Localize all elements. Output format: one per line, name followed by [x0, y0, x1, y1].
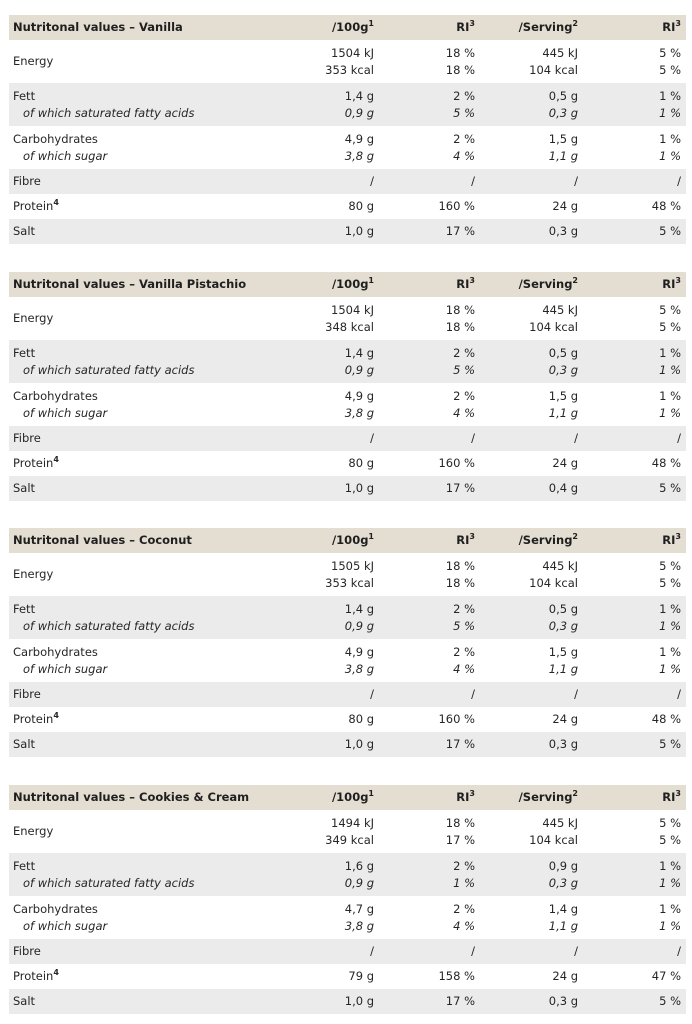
- protein-per100g: 79 g: [348, 969, 374, 983]
- energy-per100g: 1494 kJ 349 kcal: [325, 815, 374, 847]
- salt-ri-per-serving: 5 %: [583, 219, 686, 244]
- carbohydrates-ri-per-serving: 1 % 1 %: [659, 644, 681, 676]
- fat-label: Fett of which saturated fatty acids: [9, 83, 269, 126]
- energy-ri-per100g: 18 % 17 %: [445, 815, 475, 847]
- nutrition-table: [9, 785, 686, 1014]
- fat-per-serving: 0,9 g 0,3 g: [480, 853, 583, 896]
- table-header-row: [9, 785, 686, 810]
- fat-row: [9, 83, 686, 126]
- col-header-per-serving: /Serving$^2$: [480, 785, 583, 810]
- carbohydrates-row: [9, 126, 686, 169]
- carbohydrates-ri-per-serving: 1 % 1 %: [659, 388, 681, 420]
- energy-ri-per-serving: 5 % 5 %: [659, 815, 681, 847]
- saturated-fat-label: of which saturated fatty acids: [23, 618, 195, 633]
- salt-ri-per-serving: 5 %: [583, 476, 686, 501]
- carbohydrates-per100g: 4,9 g 3,8 g: [344, 131, 374, 163]
- protein-ri-per100g: 160 %: [438, 712, 475, 726]
- protein-ri-per100g: 160 %: [438, 199, 475, 213]
- carbohydrates-label: Carbohydrates of which sugar: [9, 639, 269, 682]
- protein-row: [9, 451, 686, 476]
- fat-ri-per100g: 2 % 1 %: [379, 853, 480, 896]
- fibre-row: [9, 426, 686, 451]
- saturated-fat-label: of which saturated fatty acids: [23, 105, 195, 120]
- fibre-ri-per100g: /: [379, 426, 480, 451]
- fat-per-serving: 0,5 g 0,3 g: [480, 340, 583, 383]
- salt-ri-per100g: 17 %: [379, 476, 480, 501]
- fibre-per-serving: /: [480, 169, 583, 194]
- col-header-ri-per100g: $RI^3$: [379, 272, 480, 297]
- nutrition-table: [9, 272, 686, 501]
- fat-label: Fett of which saturated fatty acids: [9, 596, 269, 639]
- col-header-per-serving: /Serving$^2$: [480, 528, 583, 553]
- salt-label: Salt: [9, 219, 269, 244]
- protein-per-serving: 24 g: [552, 199, 578, 213]
- energy-row: [9, 40, 686, 83]
- fibre-label: Fibre: [9, 426, 269, 451]
- fat-label: Fett of which saturated fatty acids: [9, 853, 269, 896]
- col-header-ri-per-serving: $RI^3$: [583, 272, 686, 297]
- protein-ri-per100g: 160 %: [438, 456, 475, 470]
- carbohydrates-row: [9, 383, 686, 426]
- col-header-per100g: $/100g^1$: [269, 272, 379, 297]
- fat-label: Fett of which saturated fatty acids: [9, 340, 269, 383]
- fibre-ri-per-serving: /: [583, 682, 686, 707]
- fibre-row: [9, 939, 686, 964]
- energy-row: [9, 553, 686, 596]
- fibre-ri-per-serving: /: [583, 169, 686, 194]
- fibre-per-serving: /: [480, 426, 583, 451]
- carbohydrates-ri-per100g: 2 % 4 %: [453, 901, 475, 933]
- sugar-label: of which sugar: [23, 148, 108, 163]
- energy-label: Energy: [13, 311, 54, 325]
- salt-per100g: 1,0 g: [269, 732, 379, 757]
- protein-ri-per100g: 158 %: [438, 969, 475, 983]
- fat-ri-per100g: 2 % 5 %: [379, 340, 480, 383]
- fat-per100g: 1,4 g 0,9 g: [269, 340, 379, 383]
- protein-per100g: 80 g: [348, 456, 374, 470]
- fibre-row: [9, 169, 686, 194]
- fibre-label: Fibre: [9, 169, 269, 194]
- salt-ri-per100g: 17 %: [379, 732, 480, 757]
- fibre-label: Fibre: [9, 682, 269, 707]
- energy-per100g: 1505 kJ 353 kcal: [325, 558, 374, 590]
- fibre-ri-per-serving: /: [583, 939, 686, 964]
- sugar-label: of which sugar: [23, 918, 108, 933]
- col-header-per100g: $/100g^1$: [269, 785, 379, 810]
- fibre-ri-per-serving: /: [583, 426, 686, 451]
- carbohydrates-per-serving: 1,5 g 1,1 g: [548, 131, 578, 163]
- protein-per-serving: 24 g: [552, 456, 578, 470]
- salt-row: [9, 732, 686, 757]
- energy-per-serving: 445 kJ 104 kcal: [529, 45, 578, 77]
- fibre-per100g: /: [269, 426, 379, 451]
- fat-ri-per-serving: 1 % 1 %: [583, 83, 686, 126]
- saturated-fat-label: of which saturated fatty acids: [23, 875, 195, 890]
- fibre-ri-per100g: /: [379, 682, 480, 707]
- fibre-per100g: /: [269, 169, 379, 194]
- salt-per-serving: 0,4 g: [480, 476, 583, 501]
- energy-per100g: 1504 kJ 348 kcal: [325, 302, 374, 334]
- salt-label: Salt: [9, 732, 269, 757]
- salt-label: Salt: [9, 476, 269, 501]
- col-header-per100g: $/100g^1$: [269, 15, 379, 40]
- carbohydrates-ri-per100g: 2 % 4 %: [453, 388, 475, 420]
- col-header-ri-per-serving: $RI^3$: [583, 528, 686, 553]
- salt-per100g: 1,0 g: [269, 476, 379, 501]
- energy-row: [9, 810, 686, 853]
- protein-row: [9, 964, 686, 989]
- fibre-row: [9, 682, 686, 707]
- salt-ri-per-serving: 5 %: [583, 732, 686, 757]
- carbohydrates-per100g: 4,7 g 3,8 g: [344, 901, 374, 933]
- protein-label: Protein$^4$: [13, 968, 59, 983]
- salt-ri-per-serving: 5 %: [583, 989, 686, 1014]
- table-title: Nutritonal values – Vanilla: [9, 15, 269, 40]
- protein-ri-per-serving: 48 %: [651, 712, 681, 726]
- energy-per-serving: 445 kJ 104 kcal: [529, 558, 578, 590]
- col-header-ri-per-serving: $RI^3$: [583, 785, 686, 810]
- col-header-per100g: $/100g^1$: [269, 528, 379, 553]
- table-header-row: [9, 272, 686, 297]
- salt-per100g: 1,0 g: [269, 219, 379, 244]
- fat-per-serving: 0,5 g 0,3 g: [480, 83, 583, 126]
- energy-label: Energy: [13, 567, 54, 581]
- fat-per100g: 1,6 g 0,9 g: [269, 853, 379, 896]
- carbohydrates-per-serving: 1,5 g 1,1 g: [548, 644, 578, 676]
- protein-label: Protein$^4$: [13, 455, 59, 470]
- sugar-label: of which sugar: [23, 405, 108, 420]
- protein-label: Protein$^4$: [13, 198, 59, 213]
- fat-per100g: 1,4 g 0,9 g: [269, 83, 379, 126]
- protein-per100g: 80 g: [348, 199, 374, 213]
- fibre-label: Fibre: [9, 939, 269, 964]
- carbohydrates-row: [9, 639, 686, 682]
- salt-row: [9, 219, 686, 244]
- fibre-per100g: /: [269, 682, 379, 707]
- protein-row: [9, 194, 686, 219]
- salt-per-serving: 0,3 g: [480, 219, 583, 244]
- fat-ri-per-serving: 1 % 1 %: [583, 853, 686, 896]
- fibre-ri-per100g: /: [379, 169, 480, 194]
- protein-ri-per-serving: 48 %: [651, 456, 681, 470]
- carbohydrates-label: Carbohydrates of which sugar: [9, 896, 269, 939]
- protein-ri-per-serving: 47 %: [651, 969, 681, 983]
- fat-ri-per100g: 2 % 5 %: [379, 596, 480, 639]
- protein-row: [9, 707, 686, 732]
- fat-ri-per-serving: 1 % 1 %: [583, 596, 686, 639]
- energy-ri-per100g: 18 % 18 %: [445, 302, 475, 334]
- carbohydrates-ri-per-serving: 1 % 1 %: [659, 901, 681, 933]
- fibre-ri-per100g: /: [379, 939, 480, 964]
- col-header-per-serving: /Serving$^2$: [480, 272, 583, 297]
- carbohydrates-ri-per100g: 2 % 4 %: [453, 644, 475, 676]
- protein-per-serving: 24 g: [552, 712, 578, 726]
- salt-row: [9, 476, 686, 501]
- carbohydrates-ri-per-serving: 1 % 1 %: [659, 131, 681, 163]
- col-header-ri-per-serving: $RI^3$: [583, 15, 686, 40]
- sugar-label: of which sugar: [23, 661, 108, 676]
- energy-ri-per-serving: 5 % 5 %: [659, 558, 681, 590]
- fat-ri-per100g: 2 % 5 %: [379, 83, 480, 126]
- salt-row: [9, 989, 686, 1014]
- salt-label: Salt: [9, 989, 269, 1014]
- fat-row: [9, 340, 686, 383]
- fat-ri-per-serving: 1 % 1 %: [583, 340, 686, 383]
- energy-ri-per-serving: 5 % 5 %: [659, 302, 681, 334]
- col-header-ri-per100g: $RI^3$: [379, 785, 480, 810]
- energy-per-serving: 445 kJ 104 kcal: [529, 815, 578, 847]
- fat-row: [9, 853, 686, 896]
- salt-ri-per100g: 17 %: [379, 989, 480, 1014]
- fibre-per-serving: /: [480, 939, 583, 964]
- col-header-per-serving: /Serving$^2$: [480, 15, 583, 40]
- carbohydrates-per100g: 4,9 g 3,8 g: [344, 644, 374, 676]
- salt-per-serving: 0,3 g: [480, 989, 583, 1014]
- energy-per-serving: 445 kJ 104 kcal: [529, 302, 578, 334]
- table-title: Nutritonal values – Vanilla Pistachio: [9, 272, 269, 297]
- fibre-per-serving: /: [480, 682, 583, 707]
- nutrition-table: [9, 15, 686, 244]
- carbohydrates-per-serving: 1,4 g 1,1 g: [548, 901, 578, 933]
- salt-per-serving: 0,3 g: [480, 732, 583, 757]
- table-header-row: [9, 528, 686, 553]
- energy-label: Energy: [13, 54, 54, 68]
- table-title: Nutritonal values – Coconut: [9, 528, 269, 553]
- protein-ri-per-serving: 48 %: [651, 199, 681, 213]
- table-title: Nutritonal values – Cookies & Cream: [9, 785, 269, 810]
- fat-per100g: 1,4 g 0,9 g: [269, 596, 379, 639]
- nutrition-table: [9, 528, 686, 757]
- salt-ri-per100g: 17 %: [379, 219, 480, 244]
- energy-row: [9, 297, 686, 340]
- carbohydrates-ri-per100g: 2 % 4 %: [453, 131, 475, 163]
- saturated-fat-label: of which saturated fatty acids: [23, 362, 195, 377]
- carbohydrates-row: [9, 896, 686, 939]
- fat-row: [9, 596, 686, 639]
- col-header-ri-per100g: $RI^3$: [379, 528, 480, 553]
- energy-label: Energy: [13, 824, 54, 838]
- fibre-per100g: /: [269, 939, 379, 964]
- energy-ri-per100g: 18 % 18 %: [445, 45, 475, 77]
- protein-per-serving: 24 g: [552, 969, 578, 983]
- carbohydrates-per-serving: 1,5 g 1,1 g: [548, 388, 578, 420]
- fat-per-serving: 0,5 g 0,3 g: [480, 596, 583, 639]
- energy-per100g: 1504 kJ 353 kcal: [325, 45, 374, 77]
- salt-per100g: 1,0 g: [269, 989, 379, 1014]
- energy-ri-per100g: 18 % 18 %: [445, 558, 475, 590]
- protein-per100g: 80 g: [348, 712, 374, 726]
- col-header-ri-per100g: $RI^3$: [379, 15, 480, 40]
- carbohydrates-label: Carbohydrates of which sugar: [9, 383, 269, 426]
- carbohydrates-label: Carbohydrates of which sugar: [9, 126, 269, 169]
- energy-ri-per-serving: 5 % 5 %: [659, 45, 681, 77]
- table-header-row: [9, 15, 686, 40]
- protein-label: Protein$^4$: [13, 711, 59, 726]
- carbohydrates-per100g: 4,9 g 3,8 g: [344, 388, 374, 420]
